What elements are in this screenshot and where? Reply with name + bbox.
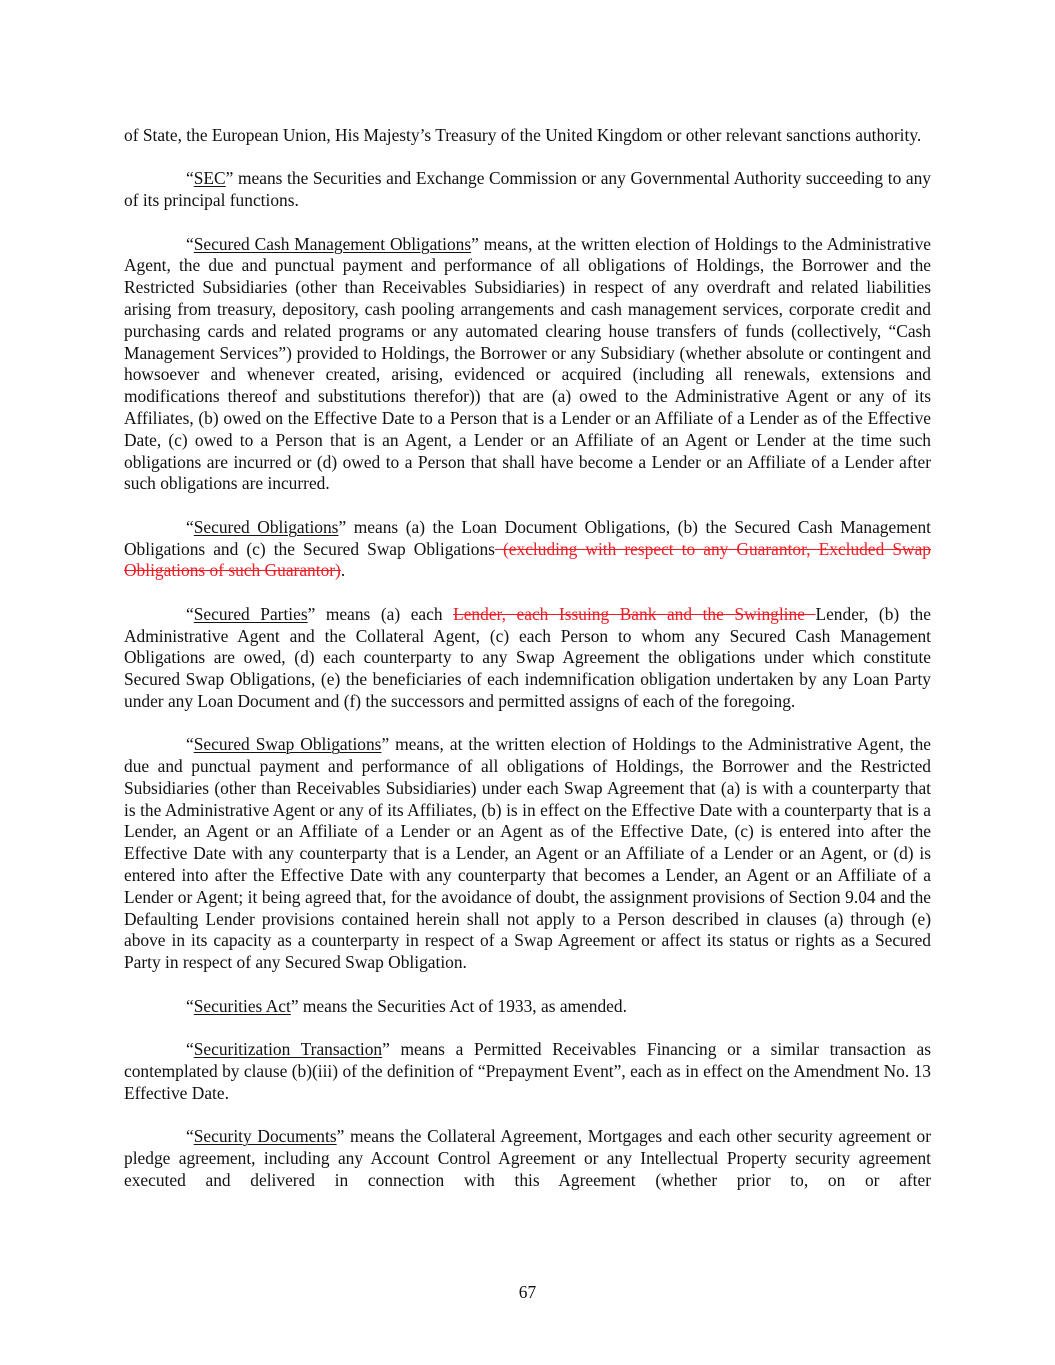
definition-securities-act <box>124 996 931 1018</box>
defined-term: Secured Swap Obligations <box>193 734 382 755</box>
definition-body: ” means the Securities Act of 1933, as amended. <box>290 995 627 1016</box>
defined-term: Secured Obligations <box>193 516 339 537</box>
defined-term: Secured Parties <box>193 603 308 624</box>
defined-term: Security Documents <box>193 1126 337 1147</box>
definition-sec <box>124 168 931 212</box>
deleted-text: (excluding with respect to any Guarantor, Excluded Swap Obligations of such Guarantor) <box>124 538 931 581</box>
open-quote: “ <box>186 233 194 254</box>
definition-body-end: . <box>340 560 346 581</box>
open-quote: “ <box>186 995 194 1016</box>
definition-body: ” means (a) each <box>307 603 454 624</box>
deleted-text: Lender, each Issuing Bank and the Swingline <box>453 603 816 624</box>
definition-body: ” means the Collateral Agreement, Mortgages and each other security agreement or pledge agreement, including any Account Control Agreement or any Intellectual Property security agreement executed and delivered in connection with this Agreement (whether prior to, on or after <box>124 1126 932 1190</box>
definition-secured-swap-obligations <box>124 734 931 974</box>
open-quote: “ <box>186 516 194 537</box>
open-quote: “ <box>186 1039 194 1060</box>
definition-secured-parties <box>124 604 931 713</box>
defined-term: SEC <box>193 168 226 189</box>
open-quote: “ <box>186 734 194 755</box>
continuation-paragraph <box>124 125 931 147</box>
definition-body: ” means (a) the Loan Document Obligations, (b) the Secured Cash Management Obligations and (c) the Secured Swap Obligations <box>124 516 931 559</box>
definition-body: ” means a Permitted Receivables Financing or a similar transaction as contemplated by clause (b)(iii) of the definition of “Prepayment Event”, each as in effect on the Amendment No. 13 Effective Date. <box>124 1039 931 1103</box>
defined-term: Secured Cash Management Obligations <box>193 233 472 254</box>
definition-securitization-transaction <box>124 1039 931 1104</box>
definition-body: ” means the Securities and Exchange Commission or any Governmental Authority succeeding to any of its principal functions. <box>124 168 931 211</box>
defined-term: Securities Act <box>193 995 291 1016</box>
continuation-text: of State, the European Union, His Majesty’s Treasury of the United Kingdom or other relevant sanctions authority. <box>124 125 922 145</box>
defined-term: Securitization Transaction <box>193 1039 383 1060</box>
definition-secured-cash-management-obligations <box>124 234 931 496</box>
definition-secured-obligations <box>124 517 931 582</box>
definition-body: ” means, at the written election of Holdings to the Administrative Agent, the due and punctual payment and performance of all obligations of Holdings, the Borrower and the Restricted Subsidiaries (other than Receivables Subsidiaries) in respect of any overdraft and related liabilities arising from treasury, depository, cash pooling arrangements and cash management services, corporate credit and purchasing cards and related programs or any automated clearing house transfers of funds (collectively, “Cash Management Services”) provided to Holdings, the Borrower or any Subsidiary (whether absolute or contingent and howsoever and whenever created, arising, evidenced or acquired (including all renewals, extensions and modifications thereof and substitutions therefor)) that are (a) owed to the Administrative Agent or any of its Affiliates, (b) owed on the Effective Date to a Person that is a Lender or an Affiliate of a Lender as of the Effective Date, (c) owed to a Person that is an Agent, a Lender or an Affiliate of an Agent or Lender at the time such obligations are incurred or (d) owed to a Person that shall have become a Lender or an Affiliate of a Lender after such obligations are incurred. <box>124 233 931 494</box>
open-quote: “ <box>186 603 194 624</box>
open-quote: “ <box>186 168 194 189</box>
definition-body: ” means, at the written election of Holdings to the Administrative Agent, the due and punctual payment and performance of all obligations of Holdings, the Borrower and the Restricted Subsidiaries (other than Receivables Subsidiaries) under each Swap Agreement that (a) is with a counterparty that is the Administrative Agent or any of its Affiliates, (b) is in effect on the Effective Date with a counterparty that is a Lender, an Agent or an Affiliate of a Lender or an Agent as of the Effective Date, (c) is entered into after the Effective Date with any counterparty that is a Lender, an Agent or an Affiliate of a Lender or an Agent, or (d) is entered into after the Effective Date with any counterparty that becomes a Lender, an Agent or an Affiliate of a Lender or Agent; it being agreed that, for the avoidance of doubt, the assignment provisions of Section 9.04 and the Defaulting Lender provisions contained herein shall not apply to a Person described in clauses (a) through (e) above in its capacity as a counterparty in respect of a Swap Agreement or affect its status or rights as a Secured Party in respect of any Secured Swap Obligation. <box>124 734 931 973</box>
document-page <box>124 125 931 1213</box>
definition-security-documents <box>124 1126 931 1191</box>
definition-body-end: Lender, (b) the Administrative Agent and the Collateral Agent, (c) each Person to whom any Secured Cash Management Obligations are owed, (d) each counterparty to any Swap Agreement the obligations under which constitute Secured Swap Obligations, (e) the beneficiaries of each indemnification obligation undertaken by any Loan Party under any Loan Document and (f) the successors and permitted assigns of each of the foregoing. <box>124 603 931 711</box>
open-quote: “ <box>186 1126 194 1147</box>
page-number: 67 <box>518 1282 537 1302</box>
